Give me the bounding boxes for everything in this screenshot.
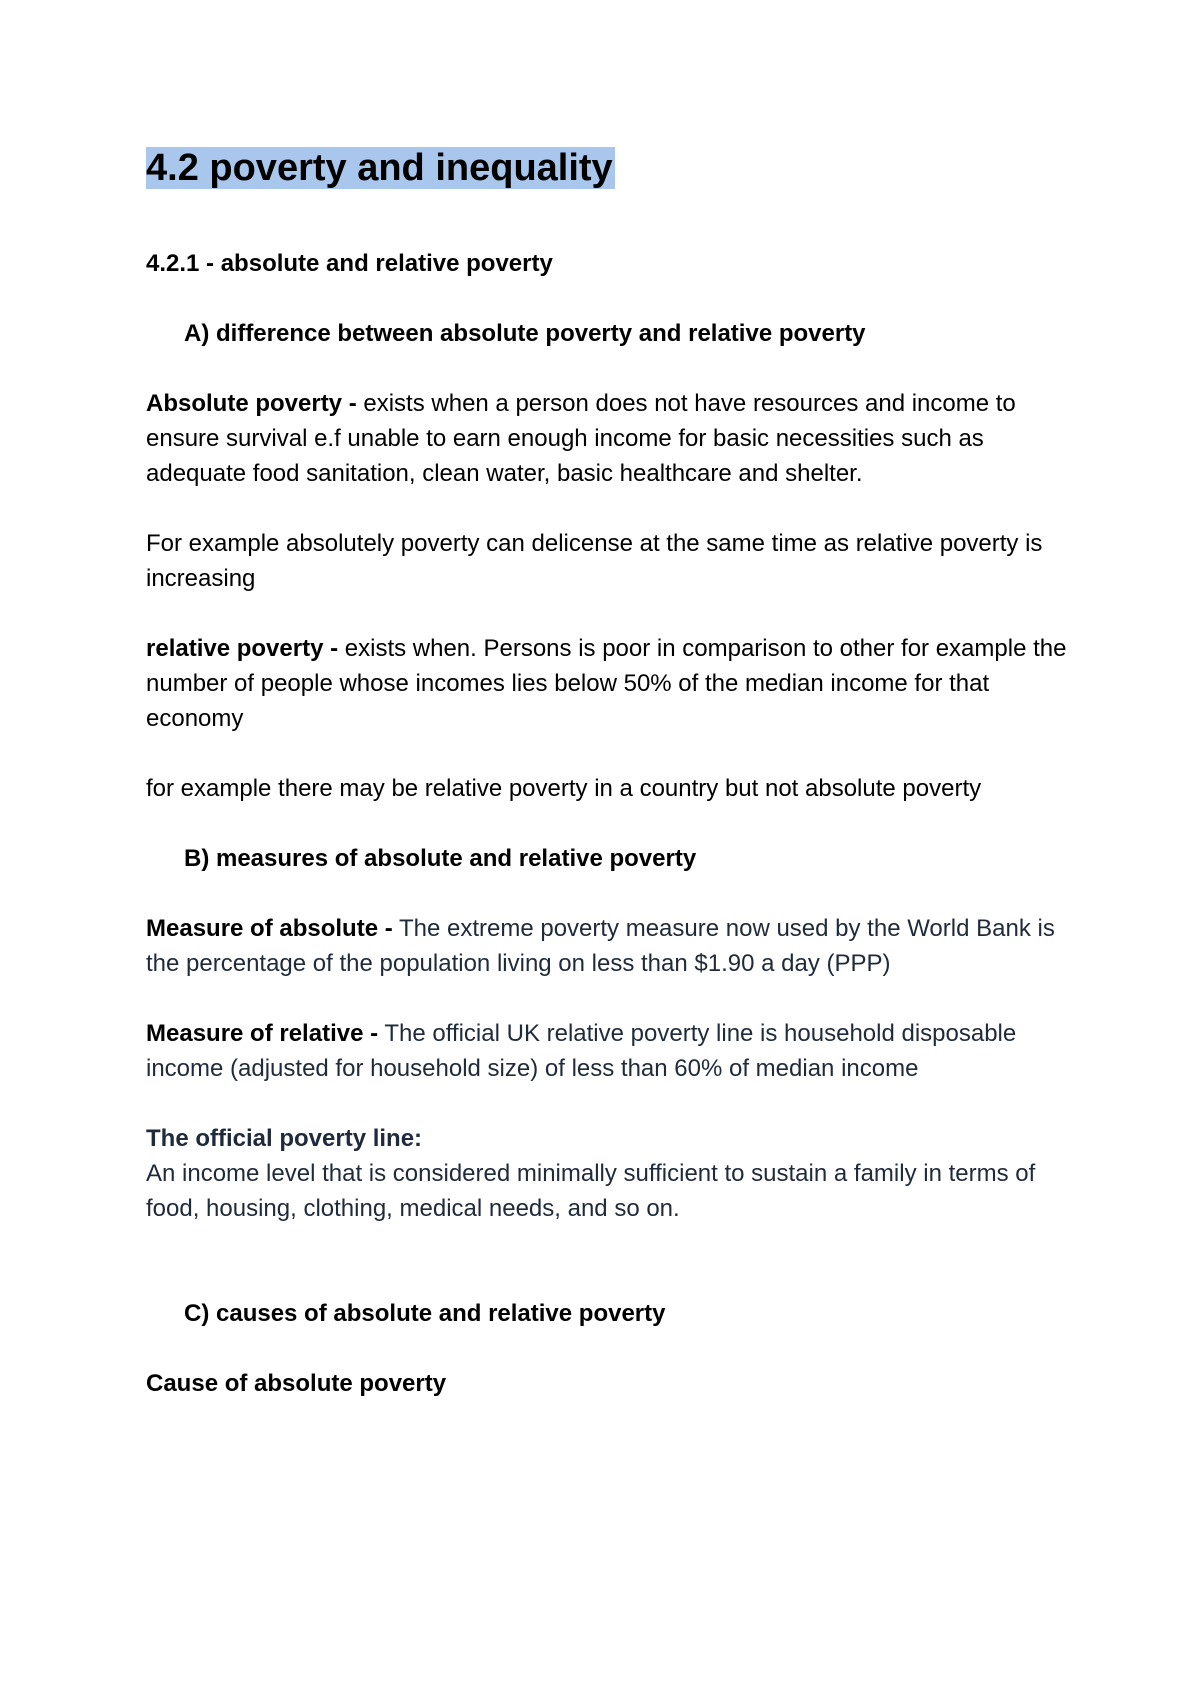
measure-absolute-term: Measure of absolute - [146,915,393,942]
measure-absolute-text: The extreme poverty measure now used by the World Bank is the percentage of the population living on less than $1.90 a day (PPP) [146,915,1055,977]
poverty-line-heading [146,1121,1076,1156]
title-highlight: 4.2 poverty and inequality [146,147,613,189]
absolute-poverty-text: exists when a person does not have resources and income to ensure survival e.f unable to earn enough income for basic necessities such as adequate food sanitation, clean water, basic healthcare and shelter. [146,390,1016,487]
absolute-poverty-definition [146,386,1076,491]
relative-poverty-text: exists when. Persons is poor in comparison to other for example the number of people whose incomes lies below 50% of the median income for that economy [146,635,1067,732]
cause-absolute-term: Cause of absolute poverty [146,1370,447,1397]
example-paragraph-2: for example there may be relative poverty in a country but not absolute poverty [146,775,982,802]
subsection-b-heading: B) measures of absolute and relative poverty [184,845,697,872]
subsection-a-heading: A) difference between absolute poverty and relative poverty [184,320,866,347]
subsection-c-heading: C) causes of absolute and relative poverty [184,1300,666,1327]
measure-absolute-paragraph [146,911,1076,981]
relative-poverty-definition [146,631,1076,736]
poverty-line-text: An income level that is considered minimally sufficient to sustain a family in terms of food, housing, clothing, medical needs, and so on. [146,1160,1036,1222]
document-body [146,142,1076,1401]
page-title [146,142,1076,194]
example-paragraph-1: For example absolutely poverty can delicense at the same time as relative poverty is increasing [146,530,1043,592]
measure-relative-text: The official UK relative poverty line is household disposable income (adjusted for household size) of less than 60% of median income [146,1020,1017,1082]
section-heading: 4.2.1 - absolute and relative poverty [146,250,553,277]
absolute-poverty-term: Absolute poverty - [146,390,357,417]
measure-relative-paragraph [146,1016,1076,1086]
cause-absolute-heading [146,1366,1076,1401]
measure-relative-term: Measure of relative - [146,1020,379,1047]
poverty-line-term: The official poverty line: [146,1125,423,1152]
relative-poverty-term: relative poverty - [146,635,339,662]
